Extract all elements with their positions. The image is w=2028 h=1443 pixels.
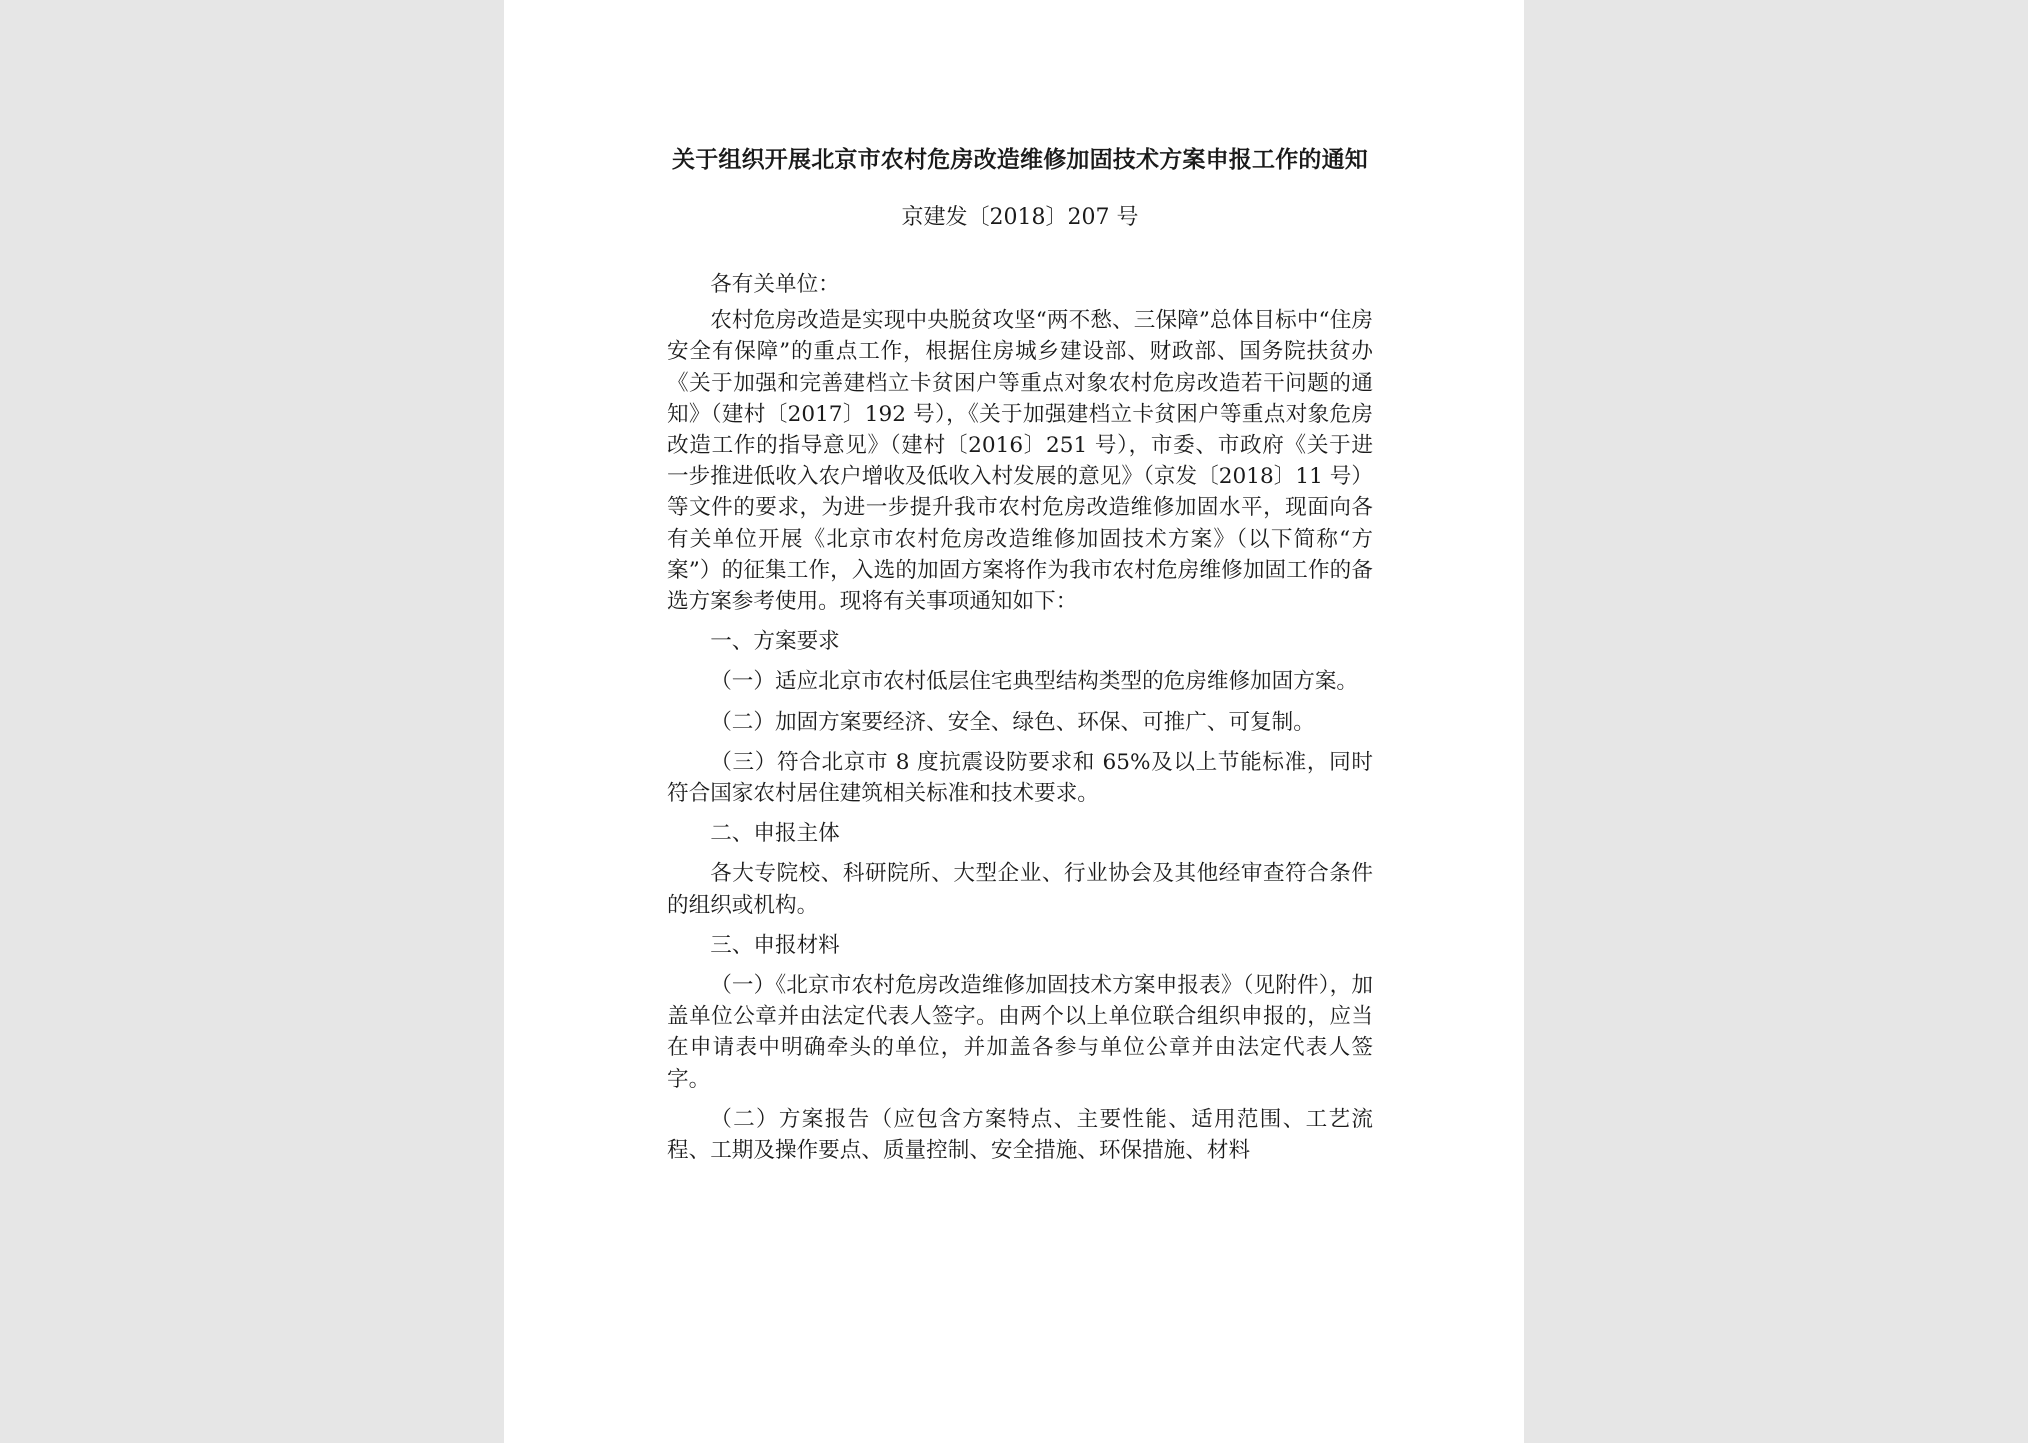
section3-item-1: （一）《北京市农村危房改造维修加固技术方案申报表》（见附件），加盖单位公章并由法定代表人签字。由两个以上单位联合组织申报的，应当在申请表中明确牵头的单位，并加盖各参与单位公章并由法定代表人签字。 [667,973,1373,1092]
section-heading-2: 二、申报主体 [710,821,840,847]
section-heading-1: 一、方案要求 [710,629,840,655]
document-title: 关于组织开展北京市农村危房改造维修加固技术方案申报工作的通知 [672,146,1368,173]
section-heading-3: 三、申报材料 [710,932,840,958]
document-body [667,269,1373,1166]
section1-item-1: （一）适应北京市农村低层住宅典型结构类型的危房维修加固方案。 [710,669,1359,695]
section3-item-2: （二）方案报告（应包含方案特点、主要性能、适用范围、工艺流程、工期及操作要点、质量控制、安全措施、环保措施、材料 [667,1106,1373,1164]
section1-item-3: （三）符合北京市 8 度抗震设防要求和 65%及以上节能标准，同时符合国家农村居住建筑相关标准和技术要求。 [667,749,1373,807]
document-number: 京建发〔2018〕207 号 [901,205,1139,230]
document-page [504,0,1524,1443]
salutation: 各有关单位： [710,272,840,297]
intro-paragraph: 农村危房改造是实现中央脱贫攻坚“两不愁、三保障”总体目标中“住房安全有保障”的重点工作，根据住房城乡建设部、财政部、国务院扶贫办《关于加强和完善建档立卡贫困户等重点对象农村危房改造若干问题的通知》（建村〔2017〕192 号），《关于加强建档立卡贫困户等重点对象危房改造工作的指导意见》（建村〔2016〕251 号），市委、市政府《关于进一步推进低收入农户增收及低收入村发展的意见》（京发〔2018〕11 号）等文件的要求，为进一步提升我市农村危房改造维修加固水平，现面向各有关单位开展《北京市农村危房改造维修加固技术方案》（以下简称“方案”）的征集工作，入选的加固方案将作为我市农村危房维修加固工作的备选方案参考使用。现将有关事项通知如下： [667,308,1373,615]
section2-text: 各大专院校、科研院所、大型企业、行业协会及其他经审查符合条件的组织或机构。 [667,861,1373,918]
section1-item-2: （二）加固方案要经济、安全、绿色、环保、可推广、可复制。 [710,709,1315,735]
document-content [667,144,1373,1166]
